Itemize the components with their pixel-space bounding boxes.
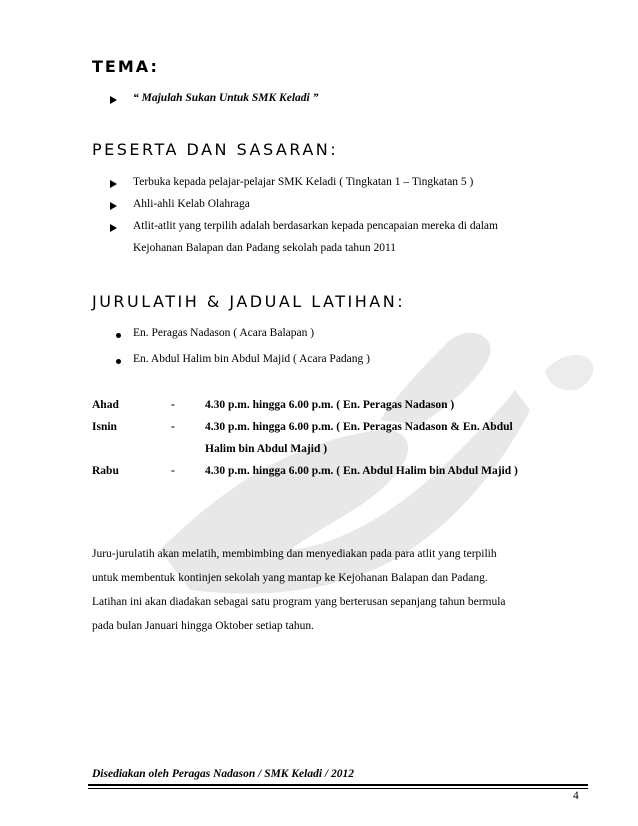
arrow-bullet-icon: [110, 202, 117, 210]
paragraph-line: pada bulan Januari hingga Oktober setiap tahun.: [92, 620, 314, 632]
peserta-item-3-cont: Kejohanan Balapan dan Padang sekolah pada tahun 2011: [133, 242, 397, 254]
dot-bullet-icon: [116, 333, 121, 338]
heading-jurulatih: JURULATIH & JADUAL LATIHAN:: [92, 292, 406, 311]
peserta-item-1: Terbuka kepada pelajar-pelajar SMK Keladi ( Tingkatan 1 – Tingkatan 5 ): [133, 176, 474, 188]
heading-peserta: PESERTA DAN SASARAN:: [92, 140, 339, 159]
jurulatih-item-2: En. Abdul Halim bin Abdul Majid ( Acara Padang ): [133, 353, 370, 365]
arrow-bullet-icon: [110, 96, 117, 104]
heading-tema: TEMA:: [92, 57, 159, 76]
footer-text: Disediakan oleh Peragas Nadason / SMK Keladi / 2012: [92, 768, 354, 780]
paragraph-line: untuk membentuk kontinjen sekolah yang mantap ke Kejohanan Balapan dan Padang.: [92, 572, 488, 584]
schedule-dash: -: [171, 399, 175, 411]
schedule-day: Rabu: [92, 465, 119, 477]
schedule-time: 4.30 p.m. hingga 6.00 p.m. ( En. Peragas Nadason ): [205, 399, 455, 411]
schedule-time: 4.30 p.m. hingga 6.00 p.m. ( En. Peragas Nadason & En. Abdul: [205, 421, 513, 433]
schedule-day: Isnin: [92, 421, 117, 433]
schedule-dash: -: [171, 421, 175, 433]
peserta-item-2: Ahli-ahli Kelab Olahraga: [133, 198, 250, 210]
dot-bullet-icon: [116, 359, 121, 364]
paragraph-line: Latihan ini akan diadakan sebagai satu program yang berterusan sepanjang tahun bermula: [92, 596, 506, 608]
jurulatih-item-1: En. Peragas Nadason ( Acara Balapan ): [133, 327, 315, 339]
schedule-time: 4.30 p.m. hingga 6.00 p.m. ( En. Abdul Halim bin Abdul Majid ): [205, 465, 518, 477]
schedule-dash: -: [171, 465, 175, 477]
schedule-time-cont: Halim bin Abdul Majid ): [205, 443, 328, 455]
peserta-item-3: Atlit-atlit yang terpilih adalah berdasarkan kepada pencapaian mereka di dalam: [133, 220, 498, 232]
paragraph-line: Juru-jurulatih akan melatih, membimbing dan menyediakan pada para atlit yang terpilih: [92, 548, 497, 560]
arrow-bullet-icon: [110, 224, 117, 232]
arrow-bullet-icon: [110, 180, 117, 188]
tema-text: “ Majulah Sukan Untuk SMK Keladi ”: [133, 92, 319, 104]
page-number: 4: [573, 790, 579, 802]
footer-divider: [88, 784, 588, 786]
schedule-day: Ahad: [92, 399, 119, 411]
footer-divider: [88, 788, 588, 789]
